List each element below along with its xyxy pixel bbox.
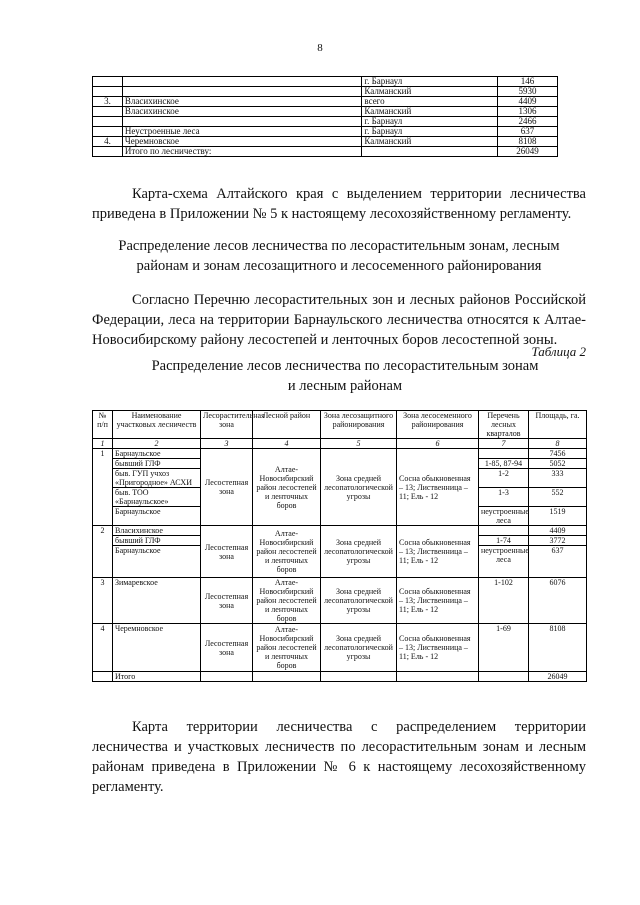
column-number: 8 bbox=[529, 439, 587, 449]
table-cell: 5930 bbox=[498, 87, 558, 97]
table-cell: 26049 bbox=[498, 147, 558, 157]
table-row bbox=[93, 578, 587, 624]
table-cell: Калманский bbox=[362, 137, 498, 147]
forest-zone: Лесостепная зона bbox=[201, 624, 253, 672]
quarters: 1-85, 87-94 bbox=[479, 459, 529, 469]
total-label: Итого bbox=[113, 672, 201, 682]
area: 1519 bbox=[529, 507, 587, 526]
table-cell bbox=[122, 87, 361, 97]
table-cell: всего bbox=[362, 97, 498, 107]
table-cell bbox=[397, 672, 479, 682]
table-cell: г. Барнаул bbox=[362, 127, 498, 137]
area: 552 bbox=[529, 488, 587, 507]
quarters: 1-74 bbox=[479, 536, 529, 546]
protection-zone: Зона средней лесопатологической угрозы bbox=[321, 578, 397, 624]
table2-title: Распределение лесов лесничества по лесорастительным зонам и лесным районам bbox=[151, 358, 539, 394]
forestry-name: Черемновское bbox=[113, 624, 201, 672]
table-cell bbox=[479, 672, 529, 682]
forest-area-table-continued bbox=[92, 76, 558, 157]
total-row bbox=[93, 672, 587, 682]
total-area: 26049 bbox=[529, 672, 587, 682]
column-header: Зона лесосеменного районирования bbox=[397, 411, 479, 439]
protection-zone: Зона средней лесопатологической угрозы bbox=[321, 449, 397, 526]
table-cell bbox=[253, 672, 321, 682]
table-label: Таблица 2 bbox=[531, 344, 586, 359]
table-row bbox=[93, 526, 587, 536]
column-header: Перечень лесных кварталов bbox=[479, 411, 529, 439]
table-row bbox=[93, 147, 558, 157]
table-cell bbox=[93, 107, 123, 117]
paragraph-map-appendix-5: Карта-схема Алтайского края с выделением территории лесничества приведена в Приложении № 5 к настоящему лесохозяйственному регламенту. bbox=[92, 186, 586, 222]
forestry-name: бывший ГЛФ bbox=[113, 459, 201, 469]
quarters: 1-102 bbox=[479, 578, 529, 624]
table-row bbox=[93, 449, 587, 459]
column-number: 5 bbox=[321, 439, 397, 449]
column-header: Зона лесозащитного районирования bbox=[321, 411, 397, 439]
quarters bbox=[479, 526, 529, 536]
table-cell: 4. bbox=[93, 137, 123, 147]
table-cell: г. Барнаул bbox=[362, 77, 498, 87]
table-cell bbox=[93, 117, 123, 127]
quarters: 1-69 bbox=[479, 624, 529, 672]
table-row bbox=[93, 97, 558, 107]
paragraph-map-appendix-6: Карта территории лесничества с распределением территории лесничества и участковых лесничеств по лесорастительным зонам и лесным районам приведена в Приложении № 6 к настоящему лесохозяйственному регламенту. bbox=[92, 719, 586, 795]
forest-district: Алтае-Новосибирский район лесостепей и ленточных боров bbox=[253, 449, 321, 526]
quarters: 1-3 bbox=[479, 488, 529, 507]
row-number: 4 bbox=[93, 624, 113, 672]
column-header: Лесорастительная зона bbox=[201, 411, 253, 439]
table-cell: 2466 bbox=[498, 117, 558, 127]
area: 4409 bbox=[529, 526, 587, 536]
table-cell bbox=[122, 77, 361, 87]
column-number: 1 bbox=[93, 439, 113, 449]
forestry-name: Барнаульское bbox=[113, 546, 201, 578]
forest-district: Алтае-Новосибирский район лесостепей и ленточных боров bbox=[253, 578, 321, 624]
column-header: Наименование участковых лесничеств bbox=[113, 411, 201, 439]
table-cell: Неустроенные леса bbox=[122, 127, 361, 137]
paragraph-zone-assignment: Согласно Перечню лесорастительных зон и лесных районов Российской Федерации, леса на территории Барнаульского лесничества относятся к Алтае-Новосибирскому району лесостепей и ленточных боров лесостепной зоны. bbox=[92, 292, 586, 348]
seed-zone: Сосна обыкновенная – 13; Лиственница – 11; Ель - 12 bbox=[397, 578, 479, 624]
seed-zone: Сосна обыкновенная – 13; Лиственница – 11; Ель - 12 bbox=[397, 526, 479, 578]
forestry-name: Барнаульское bbox=[113, 507, 201, 526]
table-cell bbox=[93, 87, 123, 97]
forest-zone: Лесостепная зона bbox=[201, 449, 253, 526]
table-cell bbox=[201, 672, 253, 682]
table-cell: 4409 bbox=[498, 97, 558, 107]
column-header: Площадь, га. bbox=[529, 411, 587, 439]
area: 637 bbox=[529, 546, 587, 578]
forest-zones-table bbox=[92, 410, 587, 682]
forestry-name: Зимаревское bbox=[113, 578, 201, 624]
table-cell: 146 bbox=[498, 77, 558, 87]
table-cell: 3. bbox=[93, 97, 123, 107]
column-number: 4 bbox=[253, 439, 321, 449]
table-cell: Черемновское bbox=[122, 137, 361, 147]
quarters: 1-2 bbox=[479, 469, 529, 488]
column-number: 7 bbox=[479, 439, 529, 449]
table-row bbox=[93, 77, 558, 87]
forest-district: Алтае-Новосибирский район лесостепей и ленточных боров bbox=[253, 624, 321, 672]
table-cell: Власихинское bbox=[122, 97, 361, 107]
forest-zone: Лесостепная зона bbox=[201, 526, 253, 578]
column-number: 6 bbox=[397, 439, 479, 449]
area: 333 bbox=[529, 469, 587, 488]
table-cell: 637 bbox=[498, 127, 558, 137]
row-number: 1 bbox=[93, 449, 113, 526]
section-heading: Распределение лесов лесничества по лесорастительным зонам, лесным районам и зонам лесозащитного и лесосеменного районирования bbox=[118, 238, 560, 274]
table-cell bbox=[93, 147, 123, 157]
area: 6076 bbox=[529, 578, 587, 624]
table-cell bbox=[321, 672, 397, 682]
forestry-name: Барнаульское bbox=[113, 449, 201, 459]
seed-zone: Сосна обыкновенная – 13; Лиственница – 11; Ель - 12 bbox=[397, 449, 479, 526]
area: 7456 bbox=[529, 449, 587, 459]
protection-zone: Зона средней лесопатологической угрозы bbox=[321, 526, 397, 578]
table-row bbox=[93, 624, 587, 672]
row-number: 3 bbox=[93, 578, 113, 624]
quarters bbox=[479, 449, 529, 459]
table-row bbox=[93, 117, 558, 127]
table-row bbox=[93, 127, 558, 137]
forestry-name: быв. ГУП учхоз «Пригородное» АСХИ bbox=[113, 469, 201, 488]
forestry-name: Власихинское bbox=[113, 526, 201, 536]
table-cell: 8108 bbox=[498, 137, 558, 147]
column-header: Лесной район bbox=[253, 411, 321, 439]
table-cell bbox=[122, 117, 361, 127]
forest-zone: Лесостепная зона bbox=[201, 578, 253, 624]
area: 5052 bbox=[529, 459, 587, 469]
table-cell bbox=[93, 672, 113, 682]
table-cell: Калманский bbox=[362, 87, 498, 97]
quarters: неустроенные леса bbox=[479, 546, 529, 578]
table-cell: 1306 bbox=[498, 107, 558, 117]
page-number: 8 bbox=[317, 42, 323, 54]
column-number: 3 bbox=[201, 439, 253, 449]
table-row bbox=[93, 87, 558, 97]
table-header-row bbox=[93, 411, 587, 439]
quarters: неустроенные леса bbox=[479, 507, 529, 526]
forestry-name: бывший ГЛФ bbox=[113, 536, 201, 546]
column-header: № п/п bbox=[93, 411, 113, 439]
row-number: 2 bbox=[93, 526, 113, 578]
column-number-row bbox=[93, 439, 587, 449]
table-row bbox=[93, 107, 558, 117]
forest-district: Алтае-Новосибирский район лесостепей и ленточных боров bbox=[253, 526, 321, 578]
forestry-name: быв. ТОО «Барнаульское» bbox=[113, 488, 201, 507]
table-row bbox=[93, 137, 558, 147]
table-cell bbox=[93, 127, 123, 137]
area: 8108 bbox=[529, 624, 587, 672]
table-cell bbox=[93, 77, 123, 87]
table-cell bbox=[362, 147, 498, 157]
table-cell: Калманский bbox=[362, 107, 498, 117]
area: 3772 bbox=[529, 536, 587, 546]
seed-zone: Сосна обыкновенная – 13; Лиственница – 11; Ель - 12 bbox=[397, 624, 479, 672]
column-number: 2 bbox=[113, 439, 201, 449]
table-cell: г. Барнаул bbox=[362, 117, 498, 127]
protection-zone: Зона средней лесопатологической угрозы bbox=[321, 624, 397, 672]
table-cell: Итого по лесничеству: bbox=[122, 147, 361, 157]
table-cell: Власихинское bbox=[122, 107, 361, 117]
